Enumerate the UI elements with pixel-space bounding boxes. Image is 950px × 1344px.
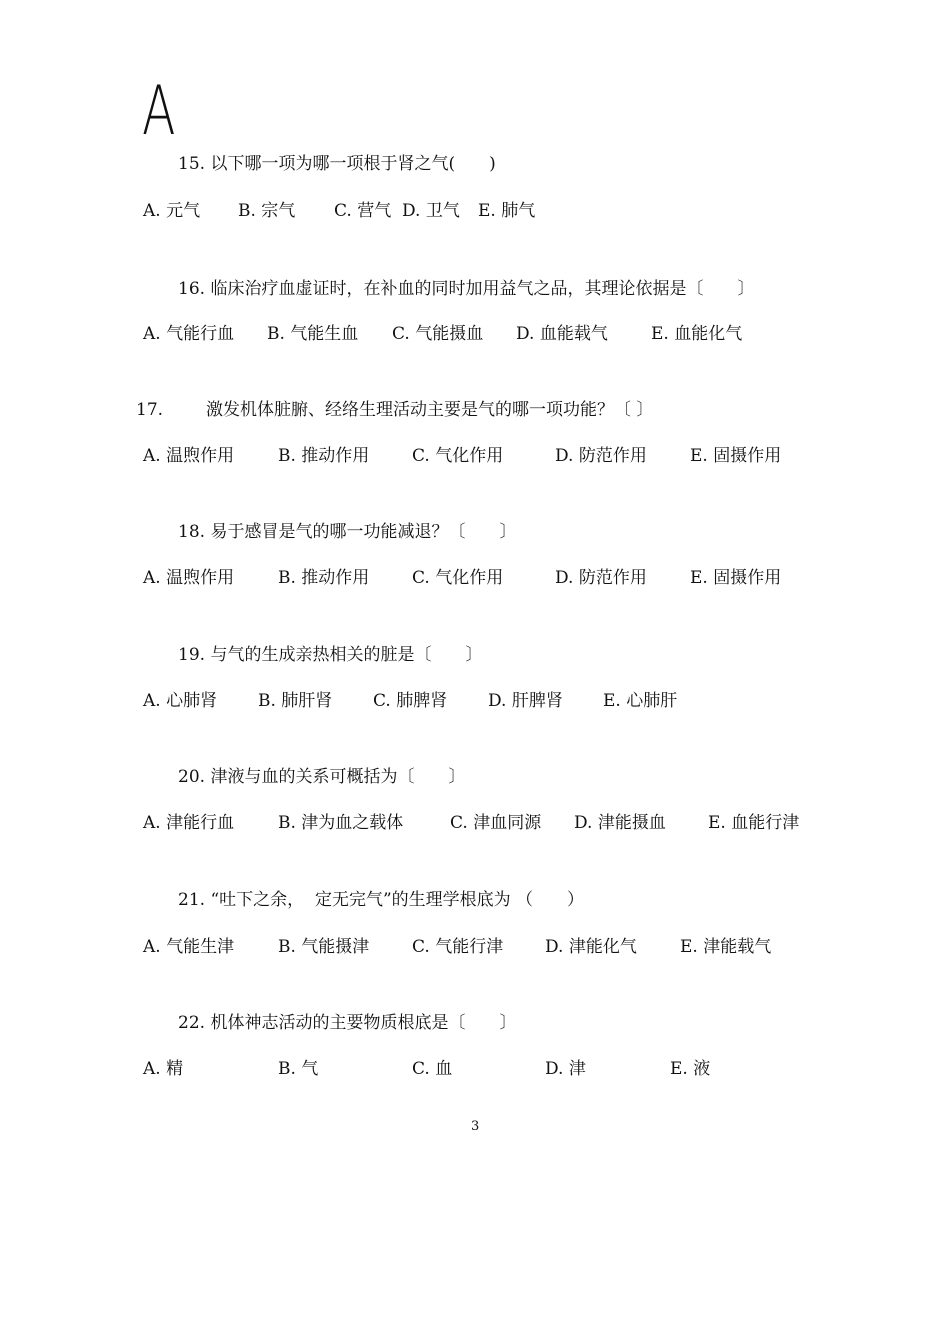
question-15-option-b: B. 宗气 [238, 201, 296, 221]
question-19-option-b: B. 肺肝肾 [258, 691, 333, 711]
question-19-stem: 19. 与气的生成亲热相关的脏是〔 〕 [178, 645, 483, 665]
question-15-option-d: D. 卫气 [402, 201, 460, 221]
question-20-option-a: A. 津能行血 [143, 813, 235, 833]
question-20-stem: 20. 津液与血的关系可概括为〔 〕 [178, 767, 466, 787]
question-18-option-e: E. 固摄作用 [690, 568, 782, 588]
header-letter: A [142, 72, 176, 151]
question-17-option-d: D. 防范作用 [555, 446, 647, 466]
question-16-stem: 16. 临床治疗血虚证时，在补血的同时加用益气之品，其理论依据是〔 〕 [178, 279, 755, 299]
question-17-number: 17. [136, 400, 164, 420]
page-number: 3 [471, 1119, 480, 1134]
question-22-option-a: A. 精 [143, 1059, 184, 1079]
question-21-option-c: C. 气能行津 [412, 937, 504, 957]
question-20-option-b: B. 津为血之载体 [278, 813, 404, 833]
question-18-option-d: D. 防范作用 [555, 568, 647, 588]
question-17-option-e: E. 固摄作用 [690, 446, 782, 466]
question-15-option-a: A. 元气 [143, 201, 201, 221]
question-18-option-c: C. 气化作用 [412, 568, 504, 588]
question-16-option-d: D. 血能载气 [516, 324, 608, 344]
question-17-option-b: B. 推动作用 [278, 446, 370, 466]
question-22-option-c: C. 血 [412, 1059, 453, 1079]
question-15-option-e: E. 肺气 [478, 201, 536, 221]
question-18-option-b: B. 推动作用 [278, 568, 370, 588]
question-20-option-d: D. 津能摄血 [574, 813, 666, 833]
question-21-option-a: A. 气能生津 [143, 937, 235, 957]
question-17-option-a: A. 温煦作用 [143, 446, 235, 466]
question-16-option-b: B. 气能生血 [267, 324, 359, 344]
question-17-stem: 激发机体脏腑、经络生理活动主要是气的哪一项功能？〔 〕 [206, 400, 654, 420]
question-22-option-e: E. 液 [670, 1059, 711, 1079]
question-21-option-d: D. 津能化气 [545, 937, 637, 957]
question-15-option-c: C. 营气 [334, 201, 392, 221]
question-21-stem: 21. “吐下之余， 定无完气”的生理学根底为 （ ） [178, 890, 585, 910]
question-22-option-b: B. 气 [278, 1059, 319, 1079]
question-21-option-b: B. 气能摄津 [278, 937, 370, 957]
question-16-option-e: E. 血能化气 [651, 324, 743, 344]
question-20-option-c: C. 津血同源 [450, 813, 542, 833]
question-19-option-d: D. 肝脾肾 [488, 691, 563, 711]
question-21-option-e: E. 津能载气 [680, 937, 772, 957]
question-22-stem: 22. 机体神志活动的主要物质根底是〔 〕 [178, 1013, 517, 1033]
question-19-option-c: C. 肺脾肾 [373, 691, 448, 711]
question-18-option-a: A. 温煦作用 [143, 568, 235, 588]
question-15-stem: 15. 以下哪一项为哪一项根于肾之气( ) [178, 154, 496, 174]
question-18-stem: 18. 易于感冒是气的哪一功能减退？〔 〕 [178, 522, 517, 542]
question-16-option-c: C. 气能摄血 [392, 324, 484, 344]
question-22-option-d: D. 津 [545, 1059, 586, 1079]
question-19-option-e: E. 心肺肝 [603, 691, 678, 711]
question-20-option-e: E. 血能行津 [708, 813, 800, 833]
question-17-option-c: C. 气化作用 [412, 446, 504, 466]
question-19-option-a: A. 心肺肾 [143, 691, 218, 711]
question-16-option-a: A. 气能行血 [143, 324, 235, 344]
